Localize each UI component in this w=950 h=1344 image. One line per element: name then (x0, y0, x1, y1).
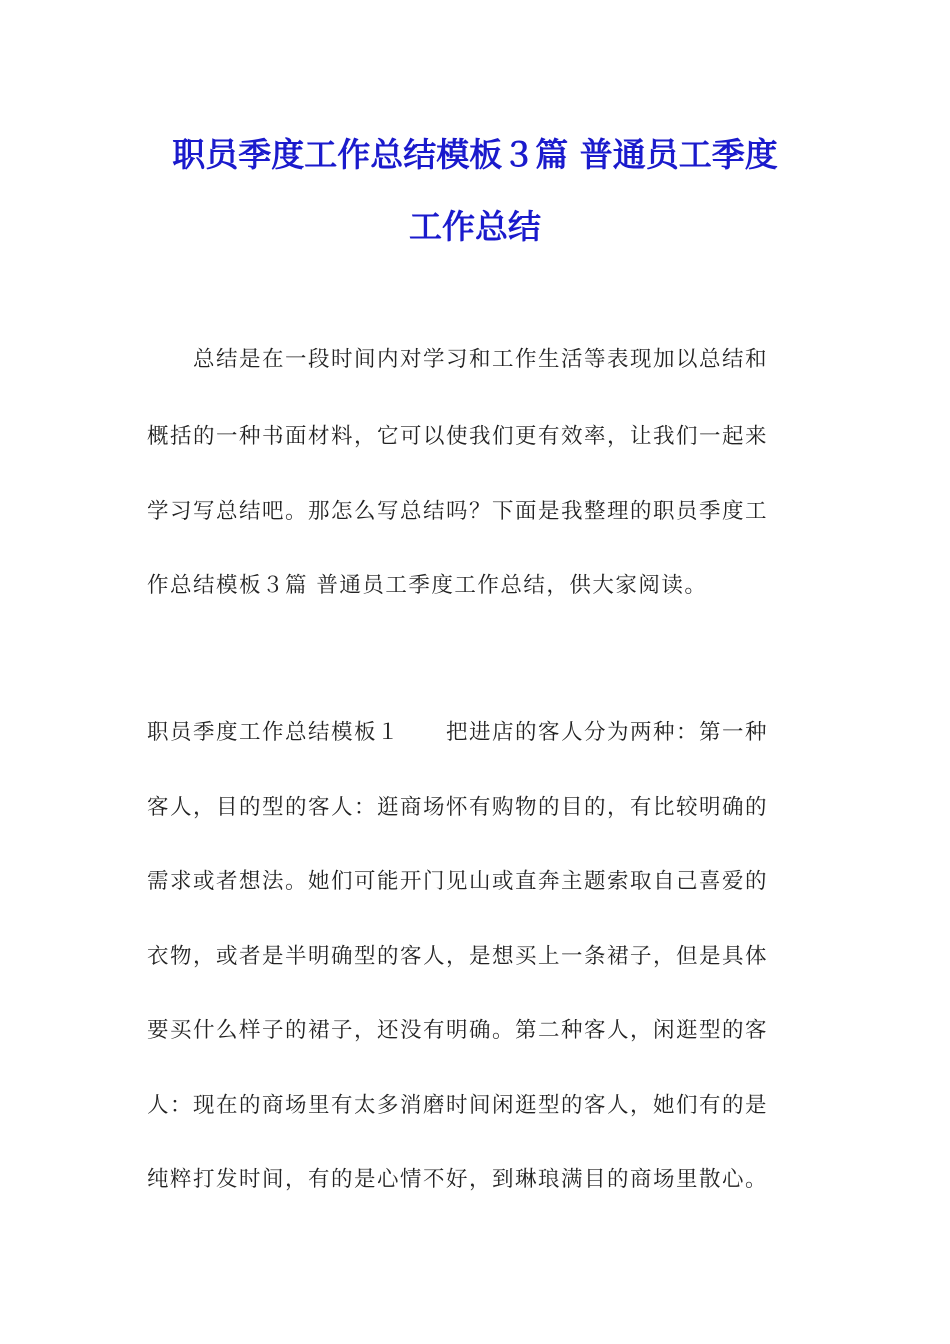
section-line: 要买什么样子的裙子，还没有明确。第二种客人，闲逛型的客 (147, 1018, 769, 1043)
intro-line: 总结是在一段时间内对学习和工作生活等表现加以总结和 (193, 347, 769, 372)
section-line: 人：现在的商场里有太多消磨时间闲逛型的客人，她们有的是 (147, 1093, 769, 1118)
intro-line: 概括的一种书面材料，它可以使我们更有效率，让我们一起来 (147, 424, 769, 449)
document-title-line-1: 职员季度工作总结模板３篇 普通员工季度 (172, 135, 778, 174)
section-line: 纯粹打发时间，有的是心情不好，到琳琅满目的商场里散心。 (147, 1167, 769, 1192)
intro-line: 学习写总结吧。那怎么写总结吗？下面是我整理的职员季度工 (147, 499, 769, 524)
section-line: 需求或者想法。她们可能开门见山或直奔主题索取自己喜爱的 (147, 869, 769, 894)
document-title-line-2: 工作总结 (409, 207, 541, 246)
intro-line: 作总结模板３篇 普通员工季度工作总结，供大家阅读。 (147, 573, 708, 598)
section-line: 职员季度工作总结模板１ 把进店的客人分为两种：第一种 (147, 720, 769, 745)
section-line: 衣物，或者是半明确型的客人，是想买上一条裙子，但是具体 (147, 944, 769, 969)
section-line: 客人，目的型的客人：逛商场怀有购物的目的，有比较明确的 (147, 795, 769, 820)
